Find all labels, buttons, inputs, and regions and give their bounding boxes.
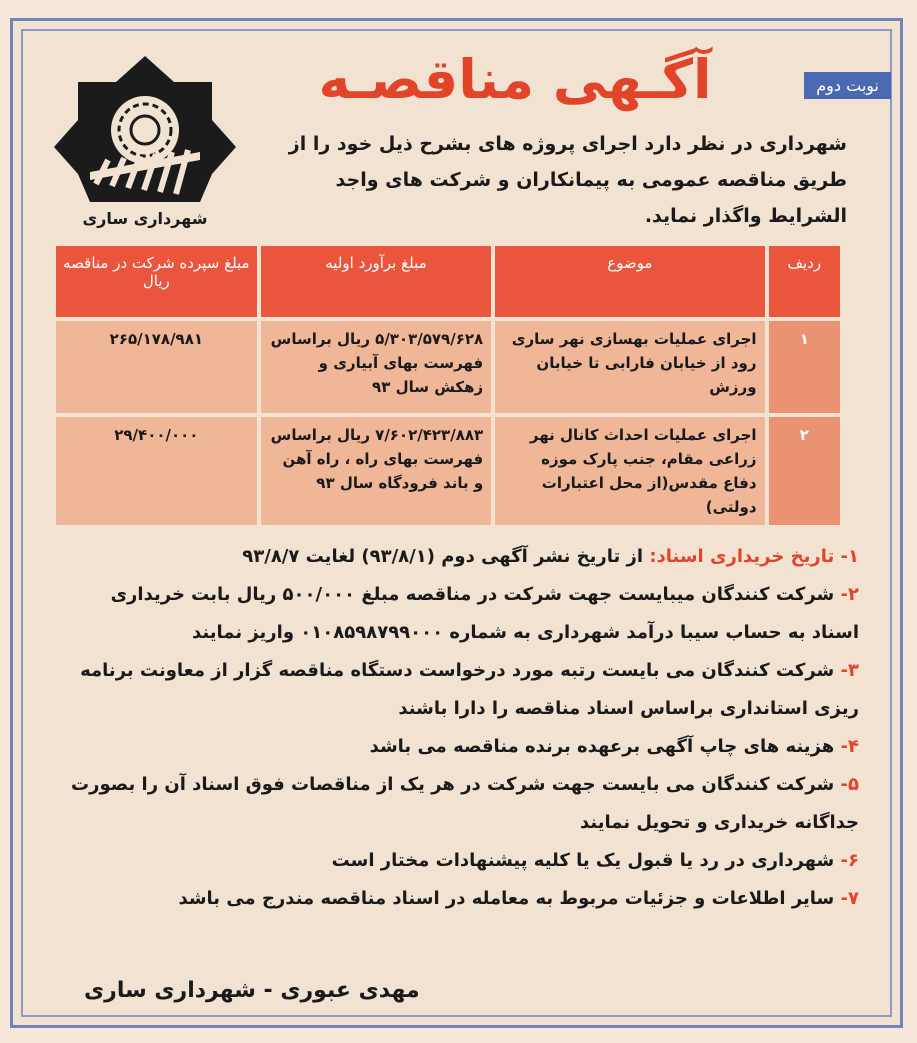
term-item [69, 652, 859, 728]
row-deposit: ۲۶۵/۱۷۸/۹۸۱ [56, 321, 257, 413]
term-text: سایر اطلاعات و جزئیات مربوط به معامله در اسناد مناقصه مندرج می باشد [178, 888, 841, 909]
term-text: شرکت کنندگان میبایست جهت شرکت در مناقصه مبلغ ۵۰۰/۰۰۰ ریال بابت خریداری اسناد به حساب سیبا درآمد شهرداری به شماره ۰۱۰۸۵۹۸۷۹۹۰۰۰ واریز نمایند [110, 584, 859, 643]
table-header-row [56, 246, 840, 317]
term-label: تاریخ خریداری اسناد: [649, 546, 835, 567]
table-row [56, 321, 840, 413]
term-item [69, 576, 859, 652]
header-row-number: ردیف [769, 246, 840, 317]
row-subject: اجرای عملیات احداث کانال نهر زراعی مقام، جنب پارک موزه دفاع مقدس(از محل اعتبارات دولتی) [495, 417, 764, 525]
row-estimate: ۵/۳۰۳/۵۷۹/۶۲۸ ریال براساس فهرست بهای آبیاری و زهکش سال ۹۳ [261, 321, 491, 413]
term-number: ۳- [840, 660, 859, 681]
header-subject: موضوع [495, 246, 764, 317]
row-number: ۲ [769, 417, 840, 525]
term-number: ۷- [840, 888, 859, 909]
signature: مهدی عبوری - شهرداری ساری [84, 978, 420, 1003]
term-number: ۵- [840, 774, 859, 795]
header-estimate: مبلغ برآورد اولیه [261, 246, 491, 317]
term-number: ۱- [840, 546, 859, 567]
term-text: شرکت کنندگان می بایست جهت شرکت در هر یک از مناقصات فوق اسناد آن را بصورت جداگانه خریداری و تحویل نمایند [71, 774, 859, 833]
term-item [69, 880, 859, 918]
terms-list [69, 538, 859, 918]
term-item [69, 766, 859, 842]
row-subject: اجرای عملیات بهسازی نهر ساری رود از خیابان فارابی تا خیابان ورزش [495, 321, 764, 413]
publication-badge: نوبت دوم [804, 72, 891, 99]
row-deposit: ۲۹/۴۰۰/۰۰۰ [56, 417, 257, 525]
svg-text:شهرداری ساری: شهرداری ساری [82, 209, 208, 228]
term-text: شهرداری در رد یا قبول یک یا کلیه پیشنهادات مختار است [331, 850, 841, 871]
term-text: از تاریخ نشر آگهی دوم (۹۳/۸/۱) لغایت ۹۳/۸/۷ [242, 546, 650, 567]
term-item [69, 842, 859, 880]
term-text: شرکت کنندگان می بایست رتبه مورد درخواست دستگاه مناقصه گزار از معاونت برنامه ریزی استانداری براساس اسناد مناقصه را دارا باشند [80, 660, 859, 719]
table-row [56, 417, 840, 525]
row-estimate: ۷/۶۰۲/۴۲۳/۸۸۳ ریال براساس فهرست بهای راه ، راه آهن و باند فرودگاه سال ۹۳ [261, 417, 491, 525]
term-number: ۴- [840, 736, 859, 757]
header-deposit: مبلغ سپرده شرکت در مناقصه ریال [56, 246, 257, 317]
term-text: هزینه های چاپ آگهی برعهده برنده مناقصه می باشد [369, 736, 841, 757]
term-item [69, 728, 859, 766]
term-number: ۶- [840, 850, 859, 871]
intro-paragraph: شهرداری در نظر دارد اجرای پروژه های بشرح ذیل خود را از طریق مناقصه عمومی به پیمانکاران و شرکت های واجد الشرایط واگذار نماید. [288, 133, 847, 227]
sari-municipality-logo-icon [50, 52, 240, 232]
notice-title: آگـهی مناقصـه [318, 48, 712, 111]
term-number: ۲- [840, 584, 859, 605]
tender-table [52, 242, 844, 529]
term-item [69, 538, 859, 576]
row-number: ۱ [769, 321, 840, 413]
